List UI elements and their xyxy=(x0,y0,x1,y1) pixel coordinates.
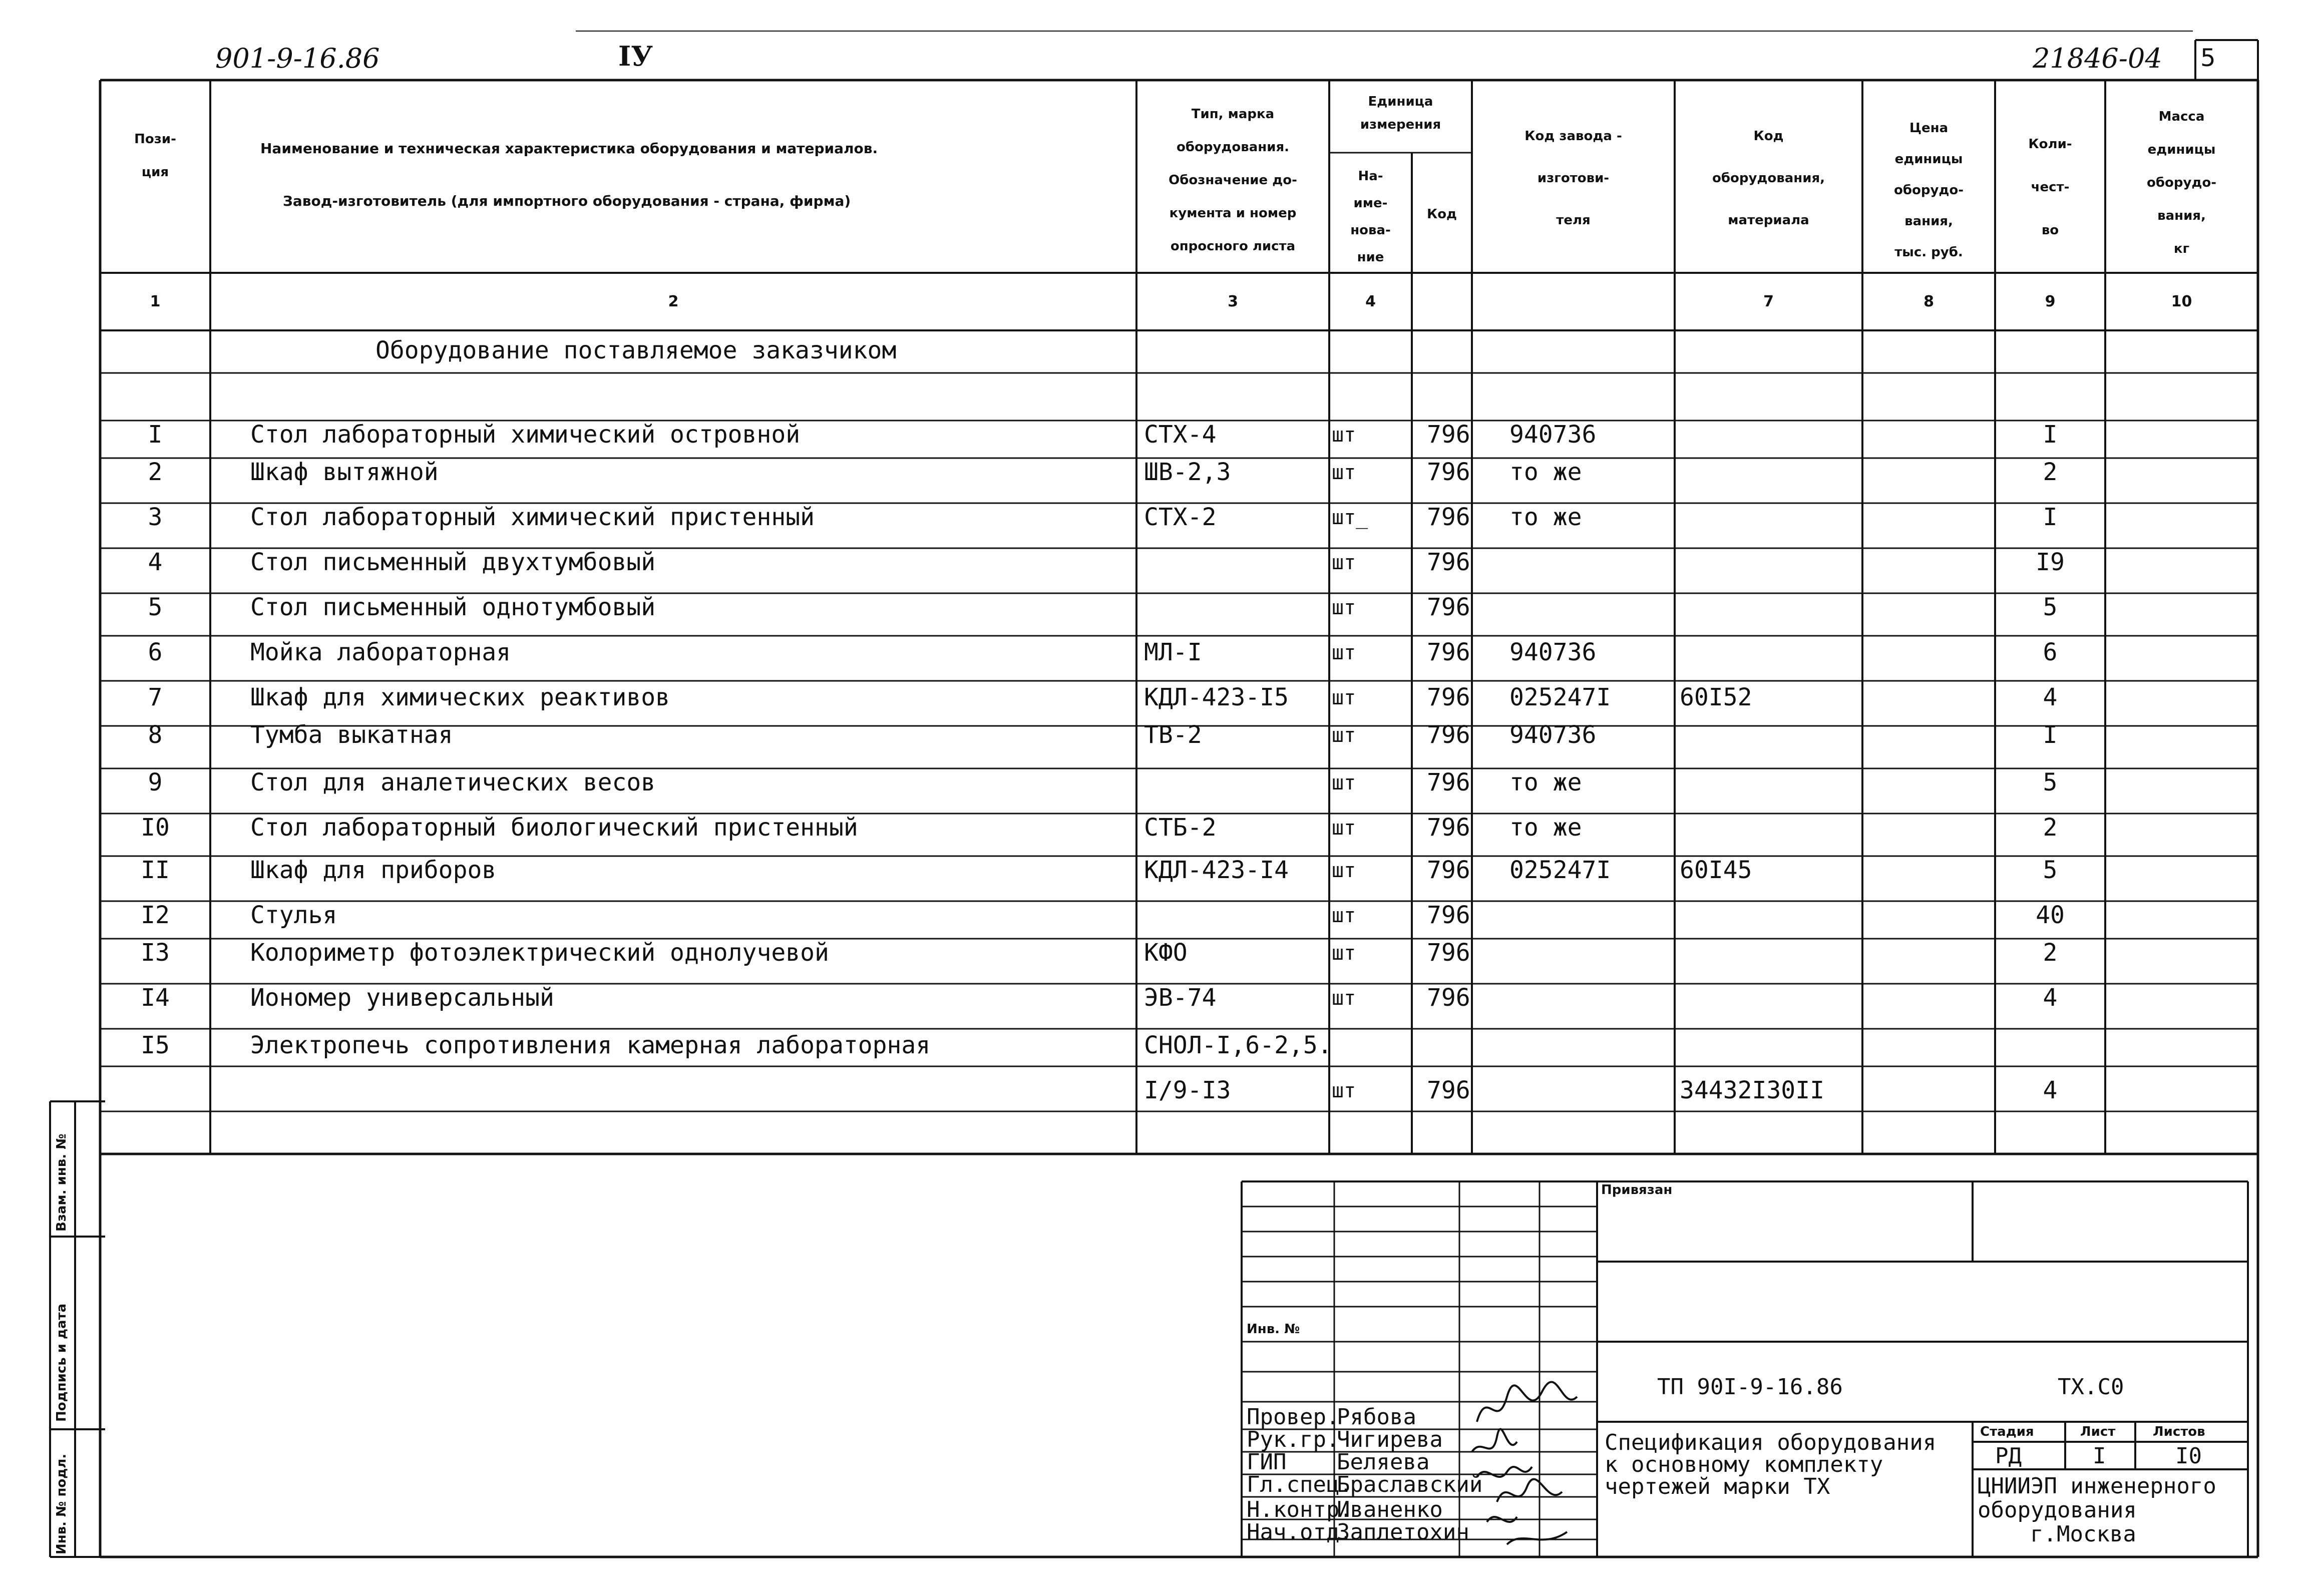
side-label-signature-date: Подпись и дата xyxy=(54,1303,69,1422)
column-number: 2 xyxy=(668,293,679,310)
row-type: МЛ-I xyxy=(1144,638,1202,666)
row-unit-code: 796 xyxy=(1427,458,1470,486)
row-unit-code: 796 xyxy=(1427,638,1470,666)
drawing-code-left: 901-9-16.86 xyxy=(215,43,380,74)
row-position: 8 xyxy=(148,721,163,749)
row-type: ТВ-2 xyxy=(1144,721,1202,749)
row-name: Электропечь сопротивления камерная лабораторная xyxy=(250,1031,931,1059)
row-name: Стол лабораторный химический пристенный xyxy=(250,503,815,531)
signer-role: ГИП xyxy=(1247,1449,1287,1475)
row-equipment-code: 34432I30II xyxy=(1680,1076,1824,1104)
row-unit-code: 796 xyxy=(1427,856,1470,884)
header-unit-name: На- име- нова- ние xyxy=(1350,169,1391,265)
column-number: 3 xyxy=(1228,293,1238,310)
stamp-inv-no: Инв. № xyxy=(1247,1322,1300,1337)
row-unit: шт xyxy=(1332,641,1356,664)
signer-name: Рябова xyxy=(1337,1404,1416,1430)
stamp-organization: ЦНИИЭП инженерного оборудования г.Москва xyxy=(1978,1473,2216,1547)
row-unit: шт xyxy=(1332,724,1356,747)
row-unit: шт xyxy=(1332,771,1356,794)
row-quantity: 5 xyxy=(2043,593,2058,621)
row-plant-code: 025247I xyxy=(1509,683,1611,711)
row-position: I0 xyxy=(141,814,170,842)
row-unit-code: 796 xyxy=(1427,939,1470,967)
row-quantity: I9 xyxy=(2036,548,2065,576)
stamp-privyazan: Привязан xyxy=(1601,1182,1673,1198)
row-position: 6 xyxy=(148,638,163,666)
side-label-replaced-inv: Взам. инв. № xyxy=(54,1133,69,1232)
signer-role: Нач.отд. xyxy=(1247,1519,1353,1545)
row-quantity: 5 xyxy=(2043,856,2058,884)
signer-name: Заплетохин xyxy=(1337,1519,1469,1545)
row-name: Колориметр фотоэлектрический однолучевой xyxy=(250,939,829,967)
row-name: Иономер универсальный xyxy=(250,984,554,1012)
row-unit-code: 796 xyxy=(1427,593,1470,621)
row-name: Шкаф для приборов xyxy=(250,856,497,884)
row-name: Стулья xyxy=(250,901,337,929)
signer-role: Н.контр. xyxy=(1247,1497,1353,1522)
stage-value: РД xyxy=(1995,1443,2022,1469)
row-quantity: 6 xyxy=(2043,638,2058,666)
row-unit: шт_ xyxy=(1332,506,1368,529)
column-number: 8 xyxy=(1924,293,1934,310)
header-type: Тип, марка оборудования. Обозначение до- кумента и номер опросного листа xyxy=(1169,107,1297,254)
signer-role: Провер. xyxy=(1247,1404,1340,1430)
row-unit: шт xyxy=(1332,859,1356,882)
row-unit-code: 796 xyxy=(1427,901,1470,929)
row-unit-code: 796 xyxy=(1427,814,1470,842)
row-position: I2 xyxy=(141,901,170,929)
row-unit-code: 796 xyxy=(1427,548,1470,576)
row-position: 5 xyxy=(148,593,163,621)
header-equipment-code: Код оборудования, материала xyxy=(1712,129,1825,228)
row-unit-code: 796 xyxy=(1427,1076,1470,1104)
row-position: II xyxy=(141,856,170,884)
row-unit: шт xyxy=(1332,1079,1356,1102)
row-position: 7 xyxy=(148,683,163,711)
row-equipment-code: 60I45 xyxy=(1680,856,1752,884)
row-unit: шт xyxy=(1332,551,1356,574)
row-name: Шкаф вытяжной xyxy=(250,458,439,486)
column-number: 4 xyxy=(1365,293,1376,310)
row-unit: шт xyxy=(1332,817,1356,840)
row-type: ШВ-2,3 xyxy=(1144,458,1231,486)
row-unit-code: 796 xyxy=(1427,984,1470,1012)
column-number: 1 xyxy=(150,293,161,310)
sheet-value: I xyxy=(2093,1443,2106,1469)
row-name: Мойка лабораторная xyxy=(250,638,511,666)
signer-name: Чигирева xyxy=(1337,1427,1443,1452)
row-type: СТХ-2 xyxy=(1144,503,1217,531)
header-mass: Масса единицы оборудо- вания, кг xyxy=(2146,109,2217,256)
column-number: 9 xyxy=(2045,293,2056,310)
row-unit-code: 796 xyxy=(1427,683,1470,711)
side-label-inv-original: Инв. № подл. xyxy=(54,1453,69,1554)
page-number: 5 xyxy=(2200,44,2216,72)
row-unit: шт xyxy=(1332,942,1356,965)
row-name: Стол письменный однотумбовый xyxy=(250,593,656,621)
header-position: Пози- ция xyxy=(134,132,176,180)
row-unit: шт xyxy=(1332,686,1356,709)
row-name: Стол письменный двухтумбовый xyxy=(250,548,656,576)
row-unit: шт xyxy=(1332,424,1356,447)
row-unit: шт xyxy=(1332,904,1356,927)
row-position: 4 xyxy=(148,548,163,576)
row-name: Стол лабораторный биологический пристенный xyxy=(250,814,858,842)
row-quantity: I xyxy=(2043,721,2058,749)
signer-name: Беляева xyxy=(1337,1449,1430,1475)
row-quantity: 2 xyxy=(2043,814,2058,842)
stamp-doc-code: ТП 90I-9-16.86 xyxy=(1657,1374,1843,1400)
row-name: Тумба выкатная xyxy=(250,721,453,749)
header-name-line2: Завод-изготовитель (для импортного оборудования - страна, фирма) xyxy=(283,193,851,209)
signer-role: Рук.гр. xyxy=(1247,1427,1340,1452)
row-type: КФО xyxy=(1144,939,1188,967)
row-plant-code: то же xyxy=(1509,814,1582,842)
row-quantity: 4 xyxy=(2043,984,2058,1012)
sheets-label: Листов xyxy=(2153,1424,2205,1439)
row-plant-code: 940736 xyxy=(1509,421,1597,449)
row-name: Шкаф для химических реактивов xyxy=(250,683,670,711)
row-plant-code: то же xyxy=(1509,503,1582,531)
row-position: I4 xyxy=(141,984,170,1012)
sheets-value: I0 xyxy=(2175,1443,2202,1469)
stamp-mark: ТХ.С0 xyxy=(2058,1374,2124,1400)
row-type: СНОЛ-I,6-2,5. xyxy=(1144,1031,1332,1059)
row-unit: шт xyxy=(1332,461,1356,484)
row-quantity: 5 xyxy=(2043,768,2058,796)
row-plant-code: то же xyxy=(1509,458,1582,486)
row-type: ЭВ-74 xyxy=(1144,984,1217,1012)
row-quantity: 4 xyxy=(2043,1076,2058,1104)
row-unit-code: 796 xyxy=(1427,503,1470,531)
row-plant-code: 025247I xyxy=(1509,856,1611,884)
row-position: I3 xyxy=(141,939,170,967)
sheet-label: Лист xyxy=(2080,1424,2116,1439)
row-unit-code: 796 xyxy=(1427,421,1470,449)
row-quantity: 2 xyxy=(2043,458,2058,486)
row-type: КДЛ-423-I4 xyxy=(1144,856,1289,884)
drawing-code-right: 21846-04 xyxy=(2033,43,2162,74)
row-position: I xyxy=(148,421,163,449)
row-plant-code: 940736 xyxy=(1509,638,1597,666)
row-name: Стол лабораторный химический островной xyxy=(250,421,801,449)
row-quantity: 4 xyxy=(2043,683,2058,711)
row-position: 2 xyxy=(148,458,163,486)
section-title: Оборудование поставляемое заказчиком xyxy=(375,336,897,364)
row-position: I5 xyxy=(141,1031,170,1059)
row-plant-code: то же xyxy=(1509,768,1582,796)
column-number: 10 xyxy=(2171,293,2192,310)
row-quantity: I xyxy=(2043,421,2058,449)
signatures-icon xyxy=(1467,1377,1592,1552)
header-quantity: Коли- чест- во xyxy=(2028,137,2072,238)
row-position: 9 xyxy=(148,768,163,796)
row-unit-code: 796 xyxy=(1427,721,1470,749)
row-type: I/9-I3 xyxy=(1144,1076,1231,1104)
header-unit-code: Код xyxy=(1426,207,1457,222)
roman-number: IУ xyxy=(618,40,653,72)
row-name: Стол для аналетических весов xyxy=(250,768,656,796)
row-position: 3 xyxy=(148,503,163,531)
row-type: СТБ-2 xyxy=(1144,814,1217,842)
row-unit-code: 796 xyxy=(1427,768,1470,796)
row-plant-code: 940736 xyxy=(1509,721,1597,749)
header-plant-code: Код завода - изготови- теля xyxy=(1524,129,1622,228)
signer-name: Браславский xyxy=(1337,1472,1483,1497)
column-number: 7 xyxy=(1763,293,1774,310)
signer-name: Иваненко xyxy=(1337,1497,1443,1522)
row-type: КДЛ-423-I5 xyxy=(1144,683,1289,711)
stage-label: Стадия xyxy=(1980,1424,2034,1439)
row-quantity: 2 xyxy=(2043,939,2058,967)
signer-role: Гл.спец. xyxy=(1247,1472,1353,1497)
row-quantity: 40 xyxy=(2036,901,2065,929)
row-unit: шт xyxy=(1332,987,1356,1010)
row-type: СТХ-4 xyxy=(1144,421,1217,449)
header-name-line1: Наименование и техническая характеристика оборудования и материалов. xyxy=(260,140,878,157)
stamp-title: Спецификация оборудования к основному комплекту чертежей марки ТХ xyxy=(1605,1430,1937,1499)
header-unit-group: Единица измерения xyxy=(1360,94,1441,132)
row-equipment-code: 60I52 xyxy=(1680,683,1752,711)
row-unit: шт xyxy=(1332,596,1356,619)
row-quantity: I xyxy=(2043,503,2058,531)
header-price: Цена единицы оборудо- вания, тыс. руб. xyxy=(1893,121,1964,260)
